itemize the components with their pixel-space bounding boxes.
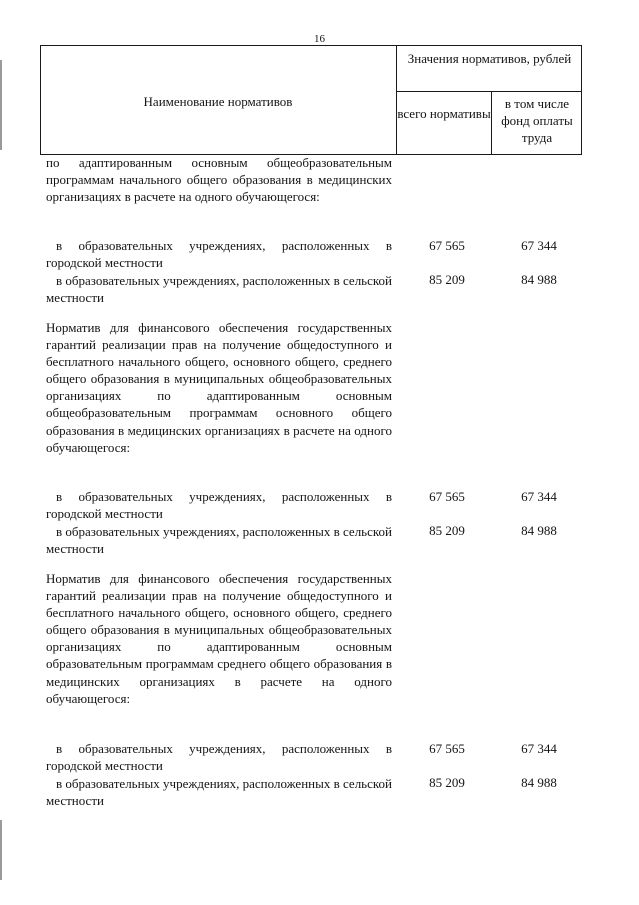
section2-text: Норматив для финансового обеспечения государственных гарантий реализации прав на получение общедоступного и бесплатного начального общего, основного общего, среднего общего образования в муниципальных общеобразовательных организациях по адаптированным основным общеобразовательным программам основного общего образования в медицинских организациях в расчете на одного обучающегося: [46,320,392,455]
header-values-divider [396,91,582,92]
header-total-column: всего нормативы [397,106,491,121]
page-number: 16 [314,33,325,45]
section2-row1-label: в образовательных учреждениях, расположенных в городской местности [46,489,392,522]
section1-text: по адаптированным основным общеобразовательным программам начального общего образования в медицинских организациях в расчете на одного обучающегося: [46,155,392,205]
section3-text: Норматив для финансового обеспечения государственных гарантий реализации прав на получение общедоступного и бесплатного начального общего, основного общего, среднего общего образования в муниципальных общеобразовательных организациях по адаптированным основным образовательным программам среднего общего образования в медицинских организациях в расчете на одного обучающегося: [46,571,392,706]
section1-row2-total: 85 209 [429,272,465,287]
section3-row1-label: в образовательных учреждениях, расположенных в городской местности [46,741,392,774]
section2-row2-total: 85 209 [429,523,465,538]
section2-row1-total: 67 565 [429,489,465,504]
header-name-column: Наименование нормативов [143,94,293,109]
section3-row2-label: в образовательных учреждениях, расположенных в сельской местности [46,776,392,809]
section1-row1-wage: 67 344 [521,238,557,253]
section2-row2-label: в образовательных учреждениях, расположенных в сельской местности [46,524,392,557]
scan-edge-top [0,60,2,150]
section3-row2-wage: 84 988 [521,775,557,790]
table-header [40,45,582,155]
section3-row1-total: 67 565 [429,741,465,756]
scan-edge-bottom [0,820,2,880]
section1-row1-label: в образовательных учреждениях, расположенных в городской местности [46,238,392,271]
section1-row2-label: в образовательных учреждениях, расположенных в сельской местности [46,273,392,306]
header-wage-column: в том числе фонд оплаты труда [501,96,573,145]
header-values-group: Значения нормативов, рублей [407,51,572,66]
section2-row1-wage: 67 344 [521,489,557,504]
header-top-border [40,45,582,46]
section2-row2-wage: 84 988 [521,523,557,538]
section1-row2-wage: 84 988 [521,272,557,287]
section3-row2-total: 85 209 [429,775,465,790]
section1-row1-total: 67 565 [429,238,465,253]
section3-row1-wage: 67 344 [521,741,557,756]
